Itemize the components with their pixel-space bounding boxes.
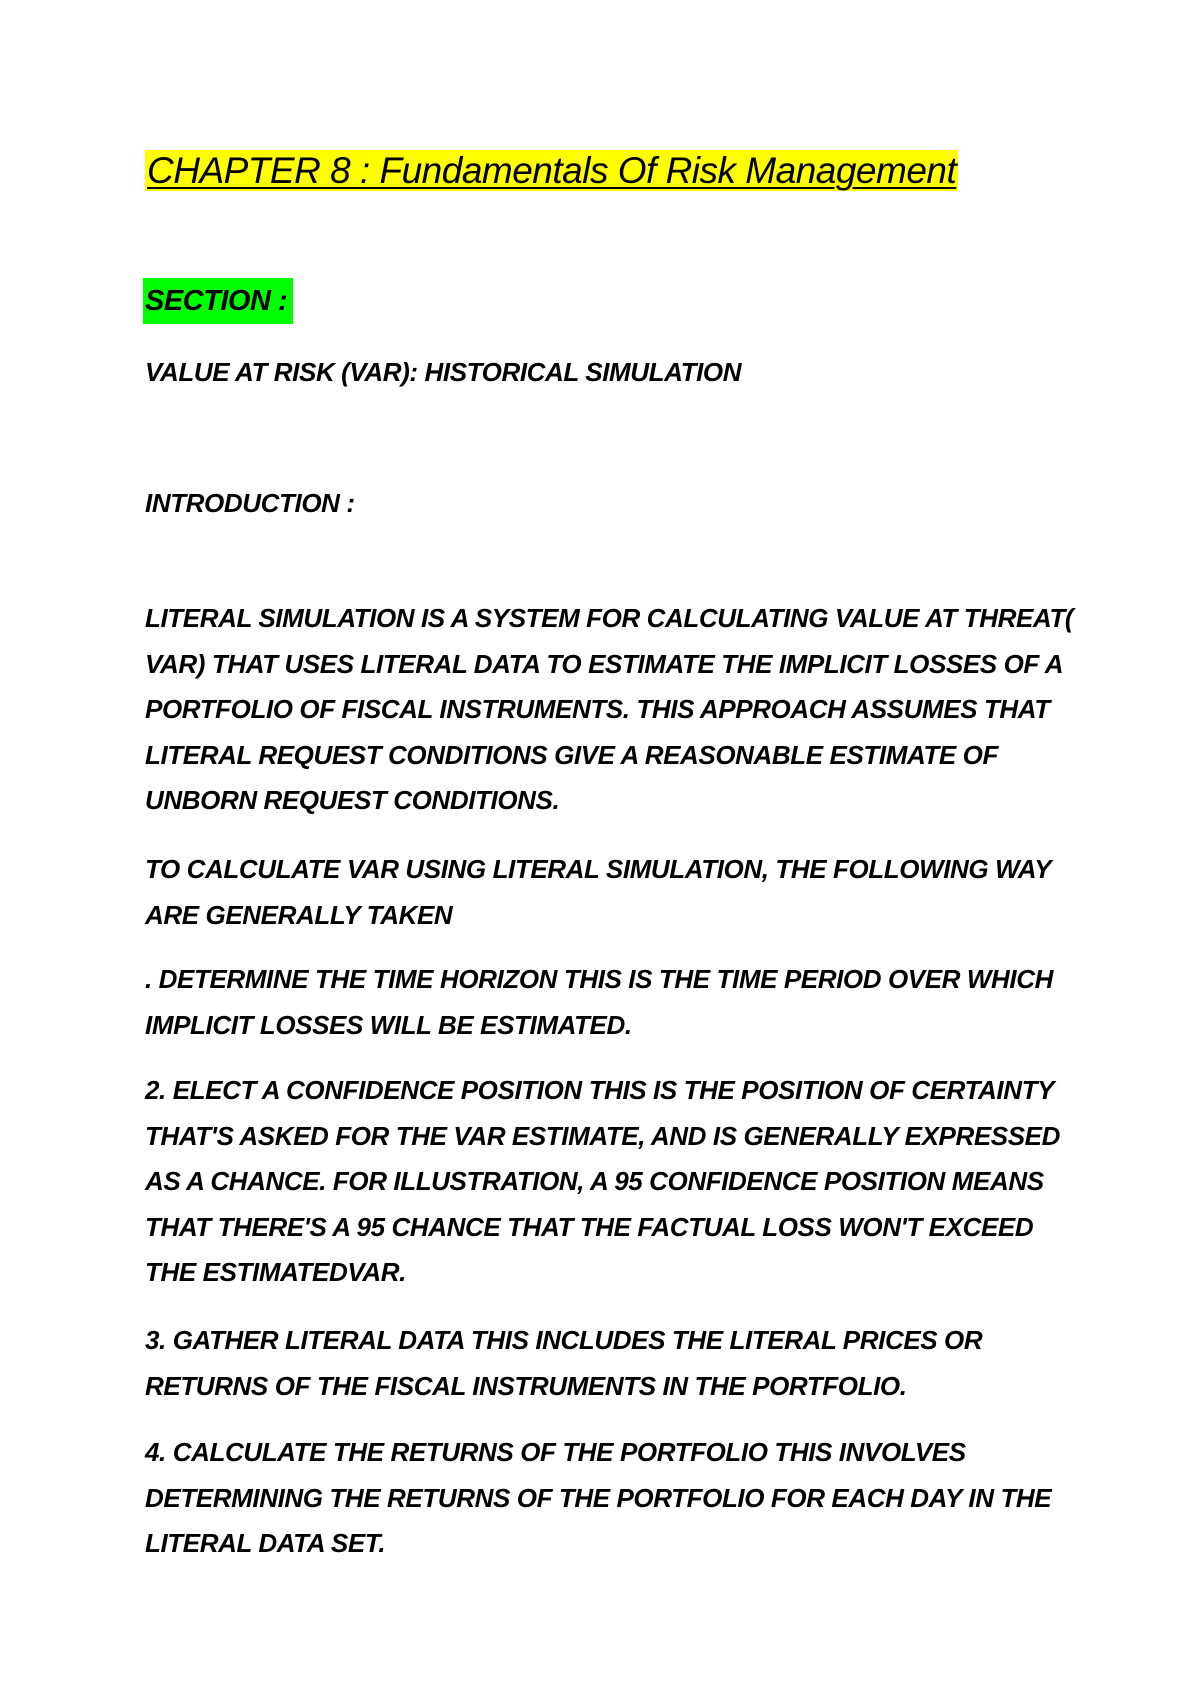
- paragraph-step-4: 4. CALCULATE THE RETURNS OF THE PORTFOLIO THIS INVOLVES DETERMINING THE RETURNS OF THE PORTFOLIO FOR EACH DAY IN THE LITERAL DATA SET.: [145, 1437, 1052, 1558]
- paragraph-intro: LITERAL SIMULATION IS A SYSTEM FOR CALCULATING VALUE AT THREAT( VAR) THAT USES LITERAL DATA TO ESTIMATE THE IMPLICIT LOSSES OF A PORTFOLIO OF FISCAL INSTRUMENTS. THIS APPROACH ASSUMES THAT LITERAL REQUEST CONDITIONS GIVE A REASONABLE ESTIMATE OF UNBORN REQUEST CONDITIONS.: [145, 603, 1074, 815]
- paragraph-step-3: 3. GATHER LITERAL DATA THIS INCLUDES THE LITERAL PRICES OR RETURNS OF THE FISCAL INSTRUMENTS IN THE PORTFOLIO.: [145, 1325, 983, 1401]
- section-label: SECTION :: [143, 278, 293, 324]
- introduction-label: INTRODUCTION :: [145, 488, 355, 518]
- topic-heading: VALUE AT RISK (VAR): HISTORICAL SIMULATION: [145, 357, 742, 387]
- paragraph-step-2: 2. ELECT A CONFIDENCE POSITION THIS IS THE POSITION OF CERTAINTY THAT'S ASKED FOR THE VAR ESTIMATE, AND IS GENERALLY EXPRESSED AS A CHANCE. FOR ILLUSTRATION, A 95 CONFIDENCE POSITION MEANS THAT THERE'S A 95 CHANCE THAT THE FACTUAL LOSS WON'T EXCEED THE ESTIMATEDVAR.: [145, 1075, 1060, 1287]
- paragraph-steps-lead: TO CALCULATE VAR USING LITERAL SIMULATION, THE FOLLOWING WAY ARE GENERALLY TAKEN: [145, 854, 1051, 930]
- chapter-title-text: CHAPTER 8 : Fundamentals Of Risk Management: [147, 150, 957, 191]
- chapter-title: [145, 148, 958, 194]
- paragraph-step-1: . DETERMINE THE TIME HORIZON THIS IS THE TIME PERIOD OVER WHICH IMPLICIT LOSSES WILL BE ESTIMATED.: [145, 964, 1053, 1040]
